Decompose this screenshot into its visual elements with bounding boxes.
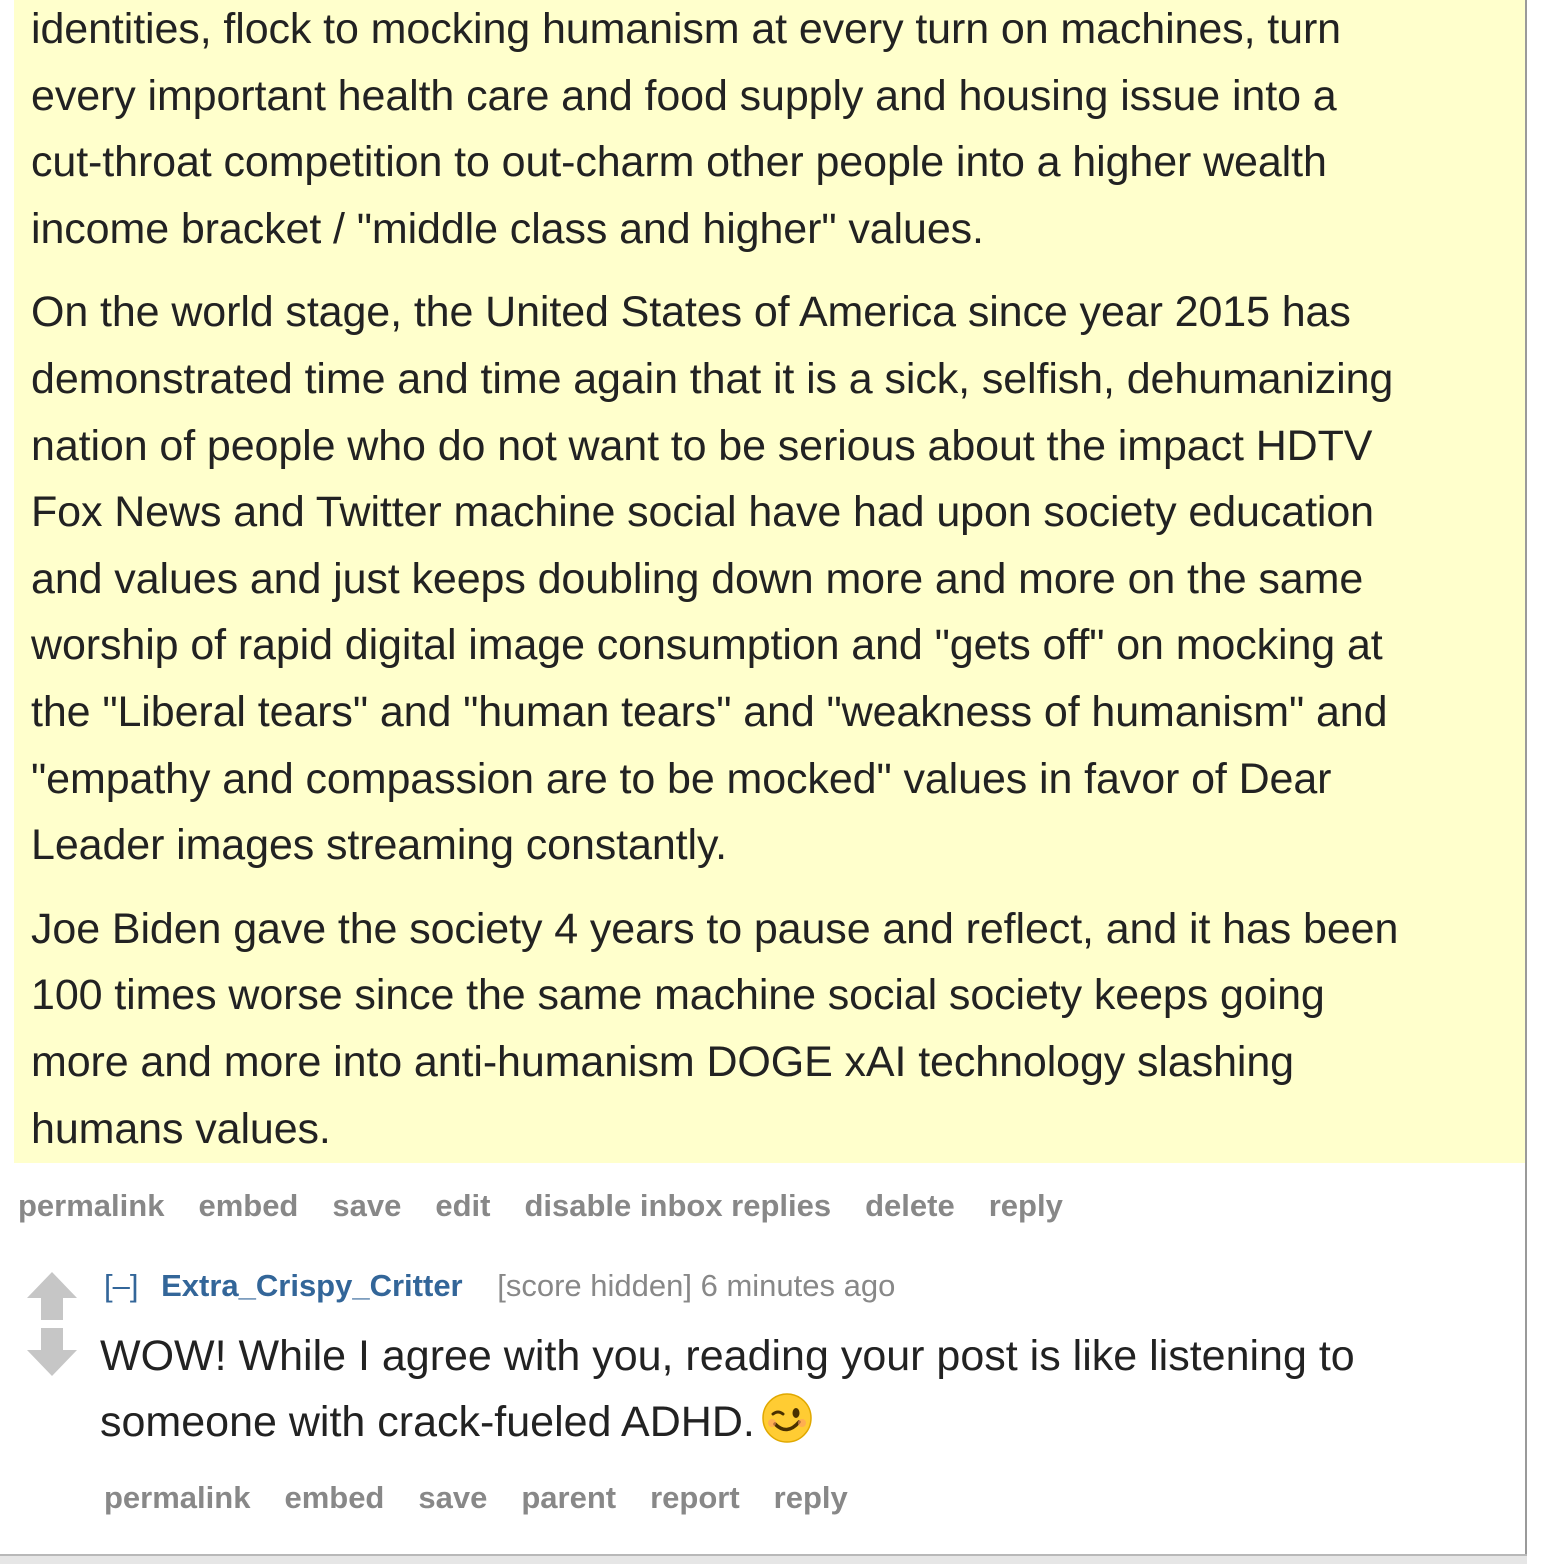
own-comment-paragraph-2: On the world stage, the United States of America since year 2015 has demonstrated time and time again that it is a sick, selfish, dehumanizing nation of people who do not want to be serious about the impact HDTV Fox News and Twitter machine social have had upon society education and values and just keeps doubling down more and more on the same worship of rapid digital image consumption and "gets off" on mocking at the "Liberal tears" and "human tears" and "weakness of humanism" and "empathy and compassion are to be mocked" values in favor of Dear Leader images streaming constantly.: [31, 288, 1394, 870]
save-button[interactable]: save: [418, 1480, 488, 1515]
reply-button[interactable]: reply: [988, 1188, 1063, 1223]
parent-button[interactable]: parent: [521, 1480, 617, 1515]
own-comment-body: [31, 0, 1525, 1179]
edit-button[interactable]: edit: [435, 1188, 491, 1223]
comment-tagline: [104, 1268, 895, 1304]
author-link[interactable]: Extra_Crispy_Critter: [161, 1268, 463, 1303]
page-margin: [1527, 0, 1558, 1564]
report-button[interactable]: report: [650, 1480, 740, 1515]
save-button[interactable]: save: [332, 1188, 402, 1223]
disable-inbox-replies-button[interactable]: disable inbox replies: [524, 1188, 832, 1223]
upvote-arrow-icon[interactable]: [27, 1272, 77, 1320]
winking-face-icon: [761, 1392, 813, 1444]
comment-bottom-border: [0, 1554, 1527, 1564]
own-comment-paragraph-1: identities, flock to mocking humanism at every turn on machines, turn every important health care and food supply and housing issue into a cut-throat competition to out-charm other people into a higher wealth income bracket / "middle class and higher" values.: [31, 5, 1341, 253]
embed-button[interactable]: embed: [284, 1480, 385, 1515]
score-label: [score hidden]: [497, 1268, 692, 1303]
reply-comment: [0, 1240, 1525, 1554]
embed-button[interactable]: embed: [198, 1188, 299, 1223]
reply-button[interactable]: reply: [773, 1480, 848, 1515]
permalink-button[interactable]: permalink: [18, 1188, 165, 1223]
permalink-button[interactable]: permalink: [104, 1480, 251, 1515]
delete-button[interactable]: delete: [865, 1188, 955, 1223]
reply-comment-buttons: [104, 1480, 882, 1516]
timestamp: 6 minutes ago: [700, 1268, 896, 1303]
reply-comment-text: WOW! While I agree with you, reading your post is like listening to someone with crack-fueled ADHD.: [100, 1332, 1355, 1446]
collapse-toggle[interactable]: [–]: [104, 1268, 139, 1303]
reply-comment-body: [100, 1323, 1510, 1455]
own-comment-buttons: [18, 1188, 1097, 1224]
downvote-arrow-icon[interactable]: [27, 1328, 77, 1376]
vote-arrows: [25, 1270, 79, 1390]
own-comment: [14, 0, 1525, 1163]
own-comment-paragraph-3: Joe Biden gave the society 4 years to pause and reflect, and it has been 100 times worse since the same machine social society keeps going more and more into anti-humanism DOGE xAI technology slashing humans values.: [31, 904, 1399, 1153]
